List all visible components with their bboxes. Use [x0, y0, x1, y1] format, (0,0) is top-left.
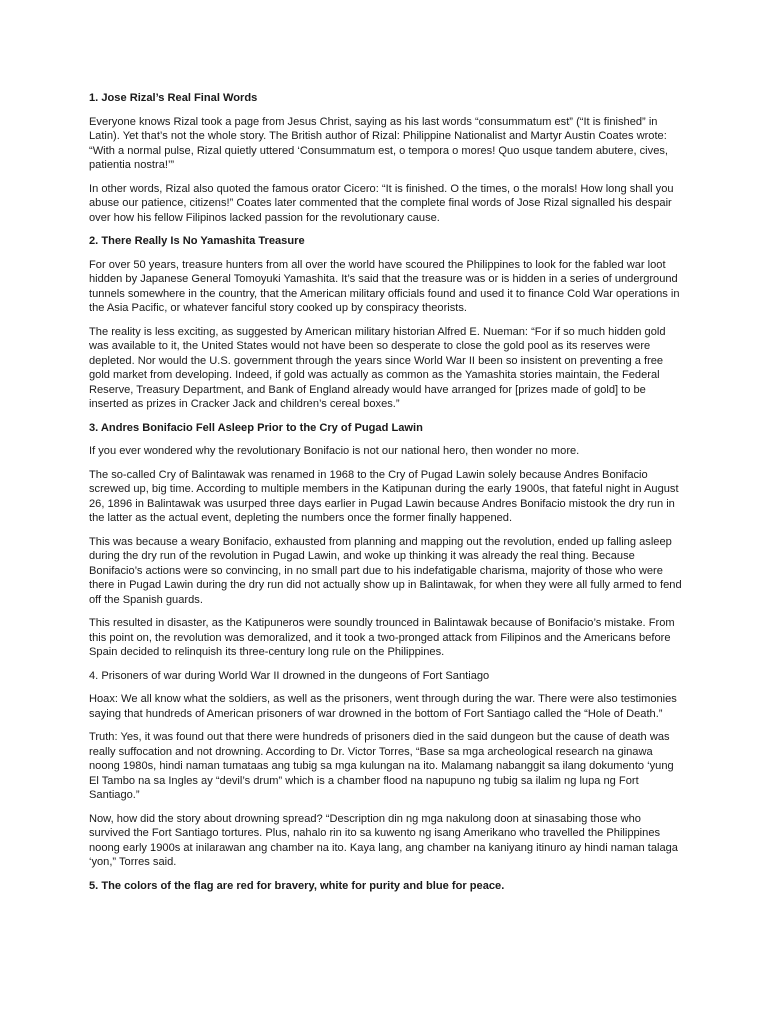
paragraph: For over 50 years, treasure hunters from all over the world have scoured the Philippines to look for the fabled war loot hidden by Japanese General Tomoyuki Yamashita. It’s said that the treasure was or is hidden in a series of underground tunnels somewhere in the country, that the American military officials found and used it to finance Cold War operations in the Asia Pacific, or whatever fanciful story cooked up by conspiracy theorists.: [89, 258, 680, 314]
document-page: [89, 91, 683, 902]
paragraph: The reality is less exciting, as suggested by American military historian Alfred E. Nueman: “For if so much hidden gold was available to it, the United States would not have been so desperate to close the gold pool as its reserves were depleted. Nor would the U.S. government through the years since World War II been so insistent on preventing a free gold market from developing. Indeed, if gold was actually as common as the Yamashita stories maintain, the Federal Reserve, Treasury Department, and Bank of England already would have arranged for [prizes made of gold] to be inserted as prizes in Cracker Jack and children’s cereal boxes.”: [89, 325, 666, 410]
paragraph: Truth: Yes, it was found out that there were hundreds of prisoners died in the said dungeon but the cause of death was really suffocation and not drowning. According to Dr. Victor Torres, “Base sa mga archeological research na ginawa noong 1980s, hindi naman tumataas ang tubig sa mga kulungan na ito. Malamang nabanggit sa ilang dokumento ‘yung El Tambo na sa Ingles ay “devil’s drum” which is a chamber flood na napupuno ng tubig sa ilalim ng lupa ng Fort Santiago.”: [89, 731, 674, 801]
paragraph: Hoax: We all know what the soldiers, as well as the prisoners, went through during the war. There were also testimonies saying that hundreds of American prisoners of war drowned in the bottom of Fort Santiago called the “Hole of Death.”: [89, 693, 677, 720]
paragraph: This was because a weary Bonifacio, exhausted from planning and mapping out the revolution, ended up falling asleep during the dry run of the revolution in Pugad Lawin, and woke up thinking it was already the real thing. Because Bonifacio’s actions were so convincing, in no small part due to his indefatigable charisma, majority of those who were there in Pugad Lawin during the dry run did not actually show up in Balintawak, for when they were all fully armed to fend off the Spanish guards.: [89, 535, 682, 606]
section-3: [89, 421, 683, 660]
section-heading: 2. There Really Is No Yamashita Treasure: [89, 235, 305, 247]
section-heading: 5. The colors of the flag are red for bravery, white for purity and blue for peace.: [89, 879, 505, 892]
paragraph: Now, how did the story about drowning spread? “Description din ng mga nakulong doon at sinasabing those who survived the Fort Santiago tortures. Plus, nahalo rin ito sa kuwento ng isang Amerikano who travelled the Philippines noong early 1900s at inilarawan ang chamber na ito. Kaya lang, ang chamber na kaniyang itinuro ay hindi naman talaga ‘yon,” Torres said.: [89, 812, 678, 868]
paragraph: Everyone knows Rizal took a page from Jesus Christ, saying as his last words “consummatum est” (“It is finished” in Latin). Yet that’s not the whole story. The British author of Rizal: Philippine Nationalist and Martyr Austin Coates wrote: “With a normal pulse, Rizal quietly uttered ‘Consummatum est, o tempora o mores! Quo usque tandem abutere, cives, patientia nostra!’”: [89, 115, 668, 171]
section-heading: 4. Prisoners of war during World War II drowned in the dungeons of Fort Santiago: [89, 669, 490, 682]
section-2: [89, 234, 683, 412]
paragraph: This resulted in disaster, as the Katipuneros were soundly trounced in Balintawak because of Bonifacio’s mistake. From this point on, the revolution was demoralized, and it took a two-pronged attack from Filipinos and the Americans before Spain decided to relinquish its three-century long rule on the Philippines.: [89, 617, 675, 658]
section-5: [89, 879, 683, 894]
section-heading: 1. Jose Rizal’s Real Final Words: [89, 92, 258, 104]
paragraph: In other words, Rizal also quoted the famous orator Cicero: “It is finished. O the times, o the morals! How long shall you abuse our patience, citizens!” Coates later commented that the complete final words of Jose Rizal signalled his despair over how his fellow Filipinos lacked passion for the revolutionary cause.: [89, 182, 674, 224]
section-heading: 3. Andres Bonifacio Fell Asleep Prior to the Cry of Pugad Lawin: [89, 421, 423, 434]
section-4: [89, 669, 683, 870]
paragraph: The so-called Cry of Balintawak was renamed in 1968 to the Cry of Pugad Lawin solely because Andres Bonifacio screwed up, big time. According to multiple members in the Katipunan during the early 1900s, that fateful night in August 26, 1896 in Balintawak was usurped three days earlier in Pugad Lawin because Andres Bonifacio mistook the dry run in the latter as the actual event, depleting the numbers once the former finally happened.: [89, 468, 679, 524]
section-1: [89, 91, 683, 225]
paragraph: If you ever wondered why the revolutionary Bonifacio is not our national hero, then wonder no more.: [89, 445, 580, 457]
